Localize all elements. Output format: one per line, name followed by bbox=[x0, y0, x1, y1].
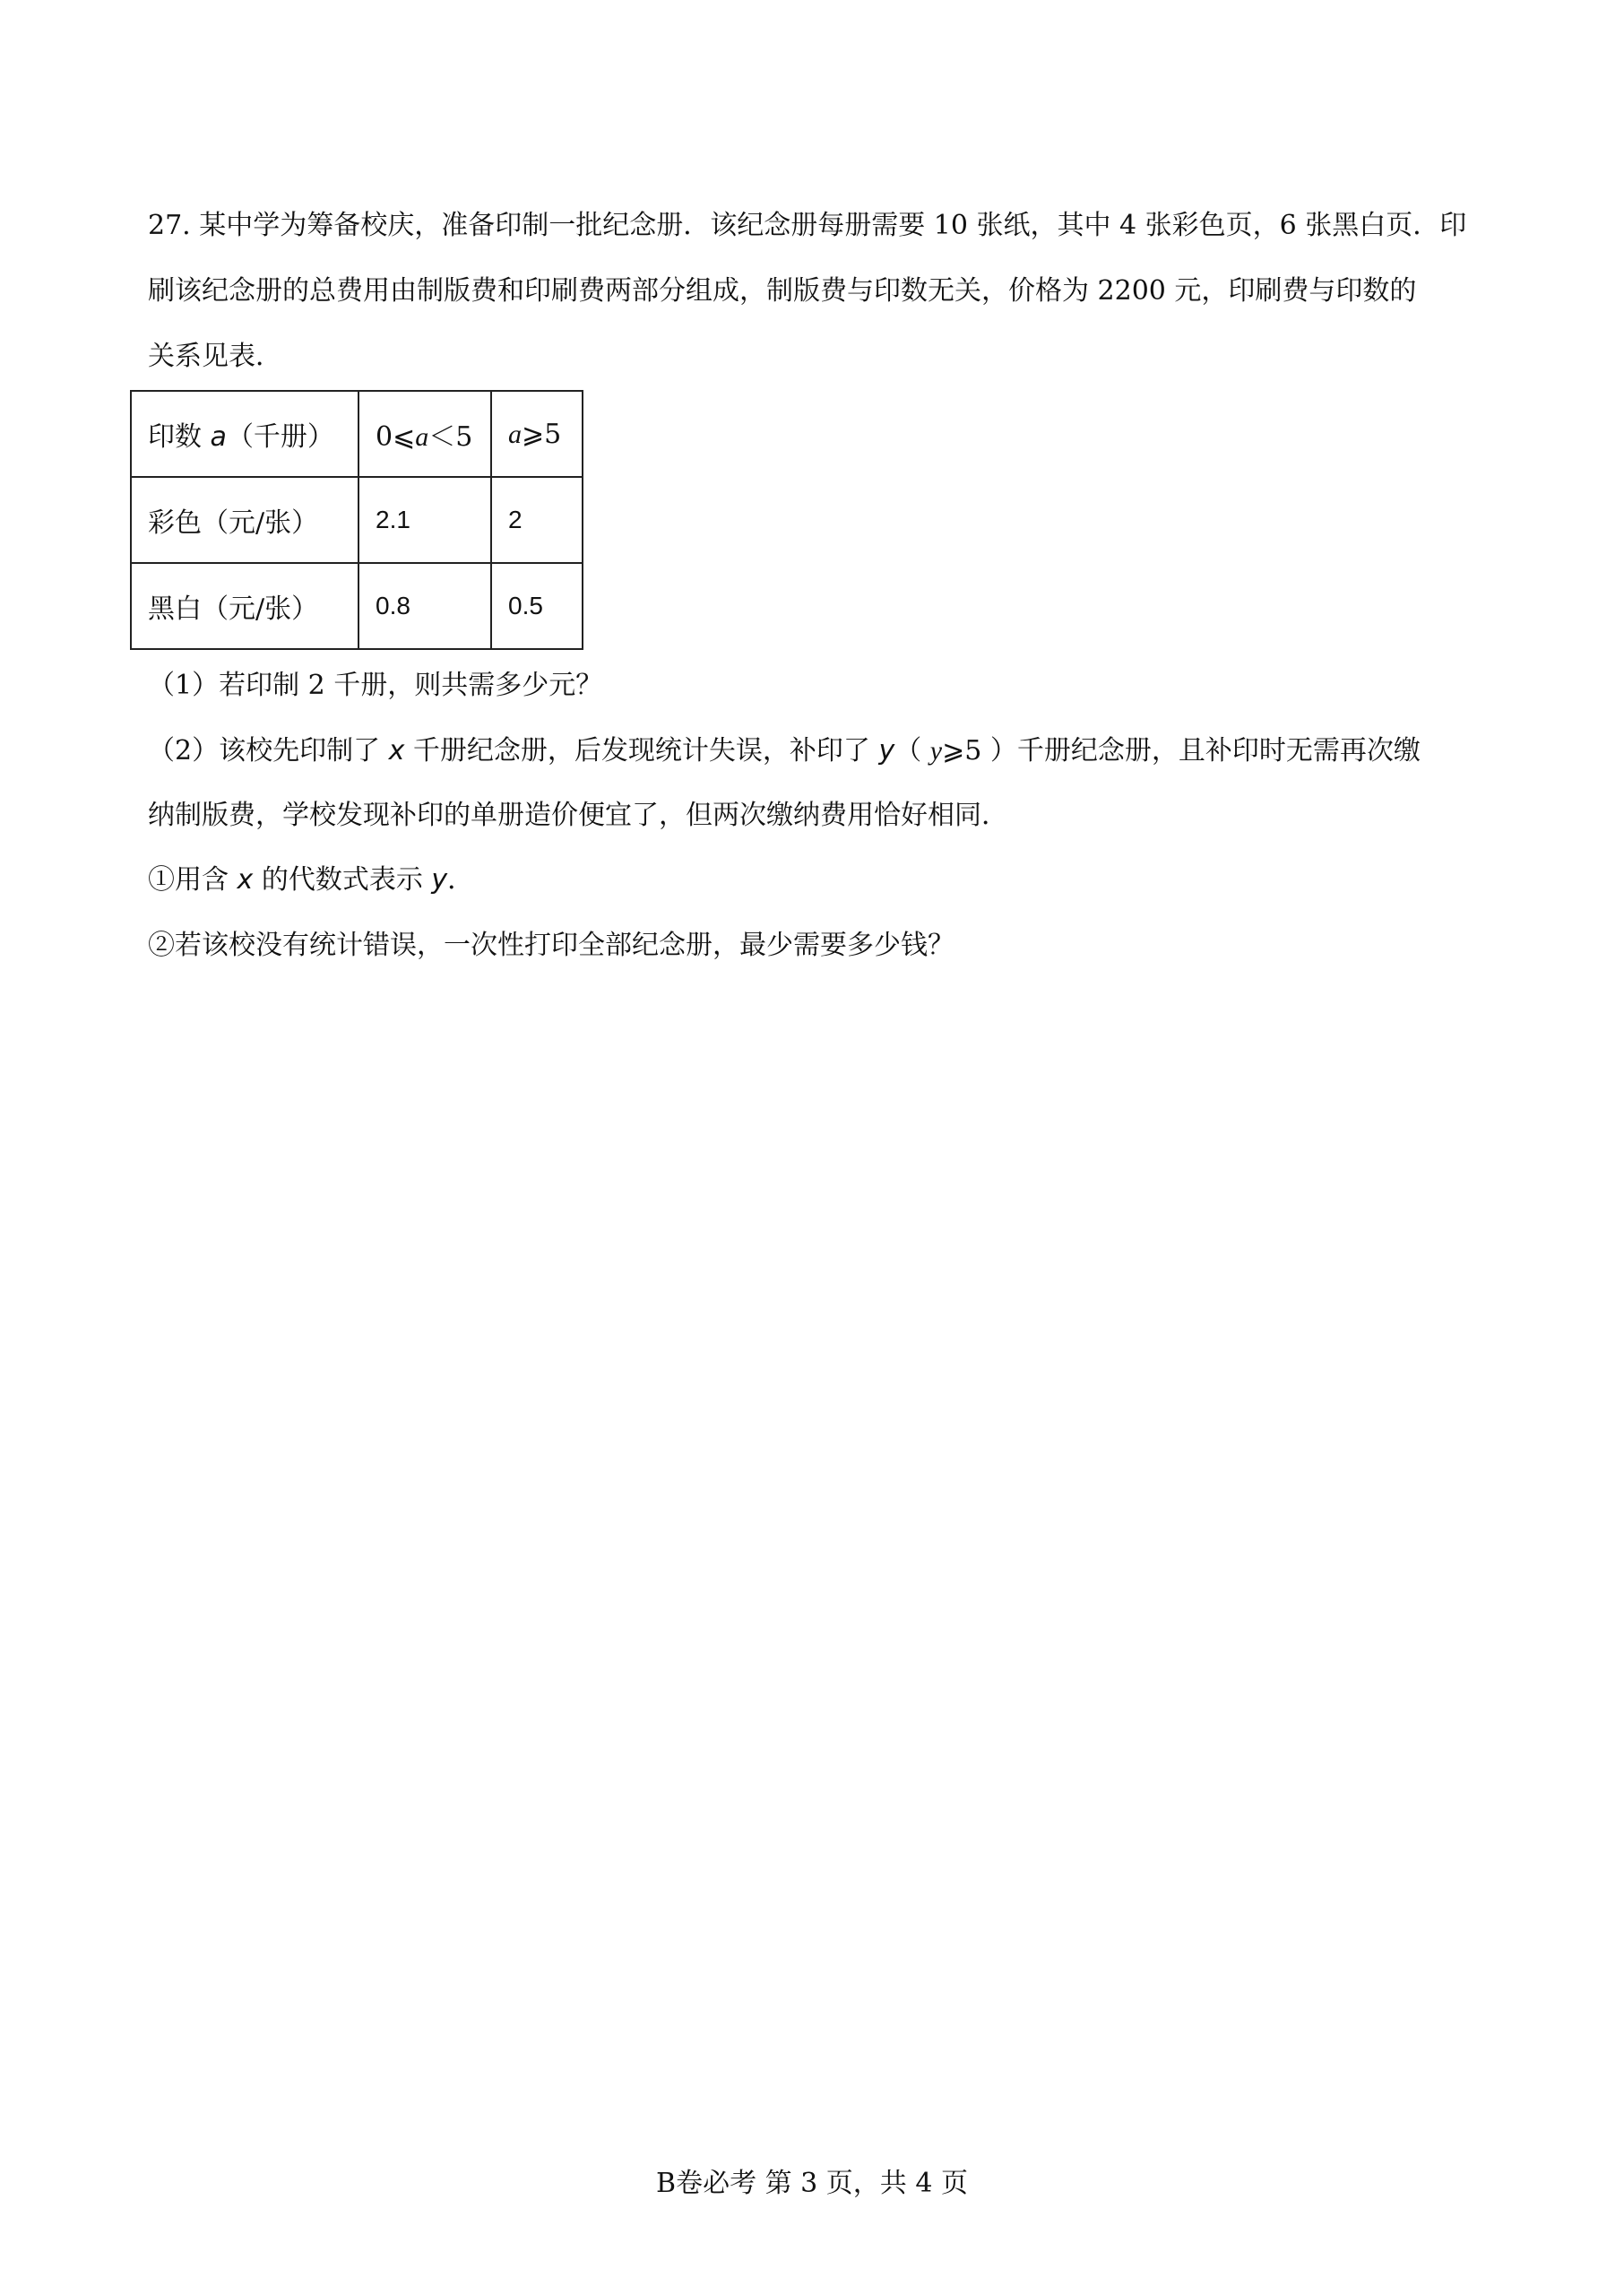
sub-question-2-line-2: 纳制版费，学校发现补印的单册造价便宜了，但两次缴纳费用恰好相同． bbox=[148, 800, 1008, 831]
row-label-bw: 黑白（元/张） bbox=[131, 563, 358, 649]
question-intro-line-3: 关系见表． bbox=[148, 341, 282, 372]
question-intro-text-1: 某中学为筹备校庆，准备印制一批纪念册．该纪念册每册需要 10 张纸，其中 4 张彩色页，6 张黑白页．印 bbox=[199, 210, 1467, 241]
sub-question-1: （1）若印制 2 千册，则共需多少元？ bbox=[148, 670, 603, 701]
row-bw-value-2: 0.5 bbox=[491, 563, 583, 649]
row-color-value-2: 2 bbox=[491, 477, 583, 563]
sub-question-2-part-2: ②若该校没有统计错误，一次性打印全部纪念册，最少需要多少钱？ bbox=[148, 930, 955, 961]
table-row bbox=[131, 477, 583, 563]
header-range-1-cell: 0⩽a＜5 bbox=[358, 391, 491, 477]
sub-question-2-part-1: ①用含 x 的代数式表示 y． bbox=[148, 864, 475, 896]
header-range-2-cell: a⩾5 bbox=[491, 391, 583, 477]
price-table bbox=[130, 390, 583, 650]
header-label-cell: 印数 a（千册） bbox=[131, 391, 358, 477]
question-intro-line-2: 刷该纪念册的总费用由制版费和印刷费两部分组成，制版费与印数无关，价格为 2200 元，印刷费与印数的 bbox=[148, 275, 1417, 307]
question-number: 27. bbox=[148, 210, 191, 241]
table-row bbox=[131, 563, 583, 649]
row-color-value-1: 2.1 bbox=[358, 477, 491, 563]
sub-question-2-line-1: （2）该校先印制了 x 千册纪念册，后发现统计失误，补印了 y（ y⩾5 ）千册纪念册，且补印时无需再次缴 bbox=[148, 735, 1421, 766]
table-header-row bbox=[131, 391, 583, 477]
page-footer: B卷必考 第 3 页，共 4 页 bbox=[656, 2168, 968, 2199]
row-bw-value-1: 0.8 bbox=[358, 563, 491, 649]
question-intro-line-1 bbox=[148, 208, 1466, 244]
row-label-color: 彩色（元/张） bbox=[131, 477, 358, 563]
